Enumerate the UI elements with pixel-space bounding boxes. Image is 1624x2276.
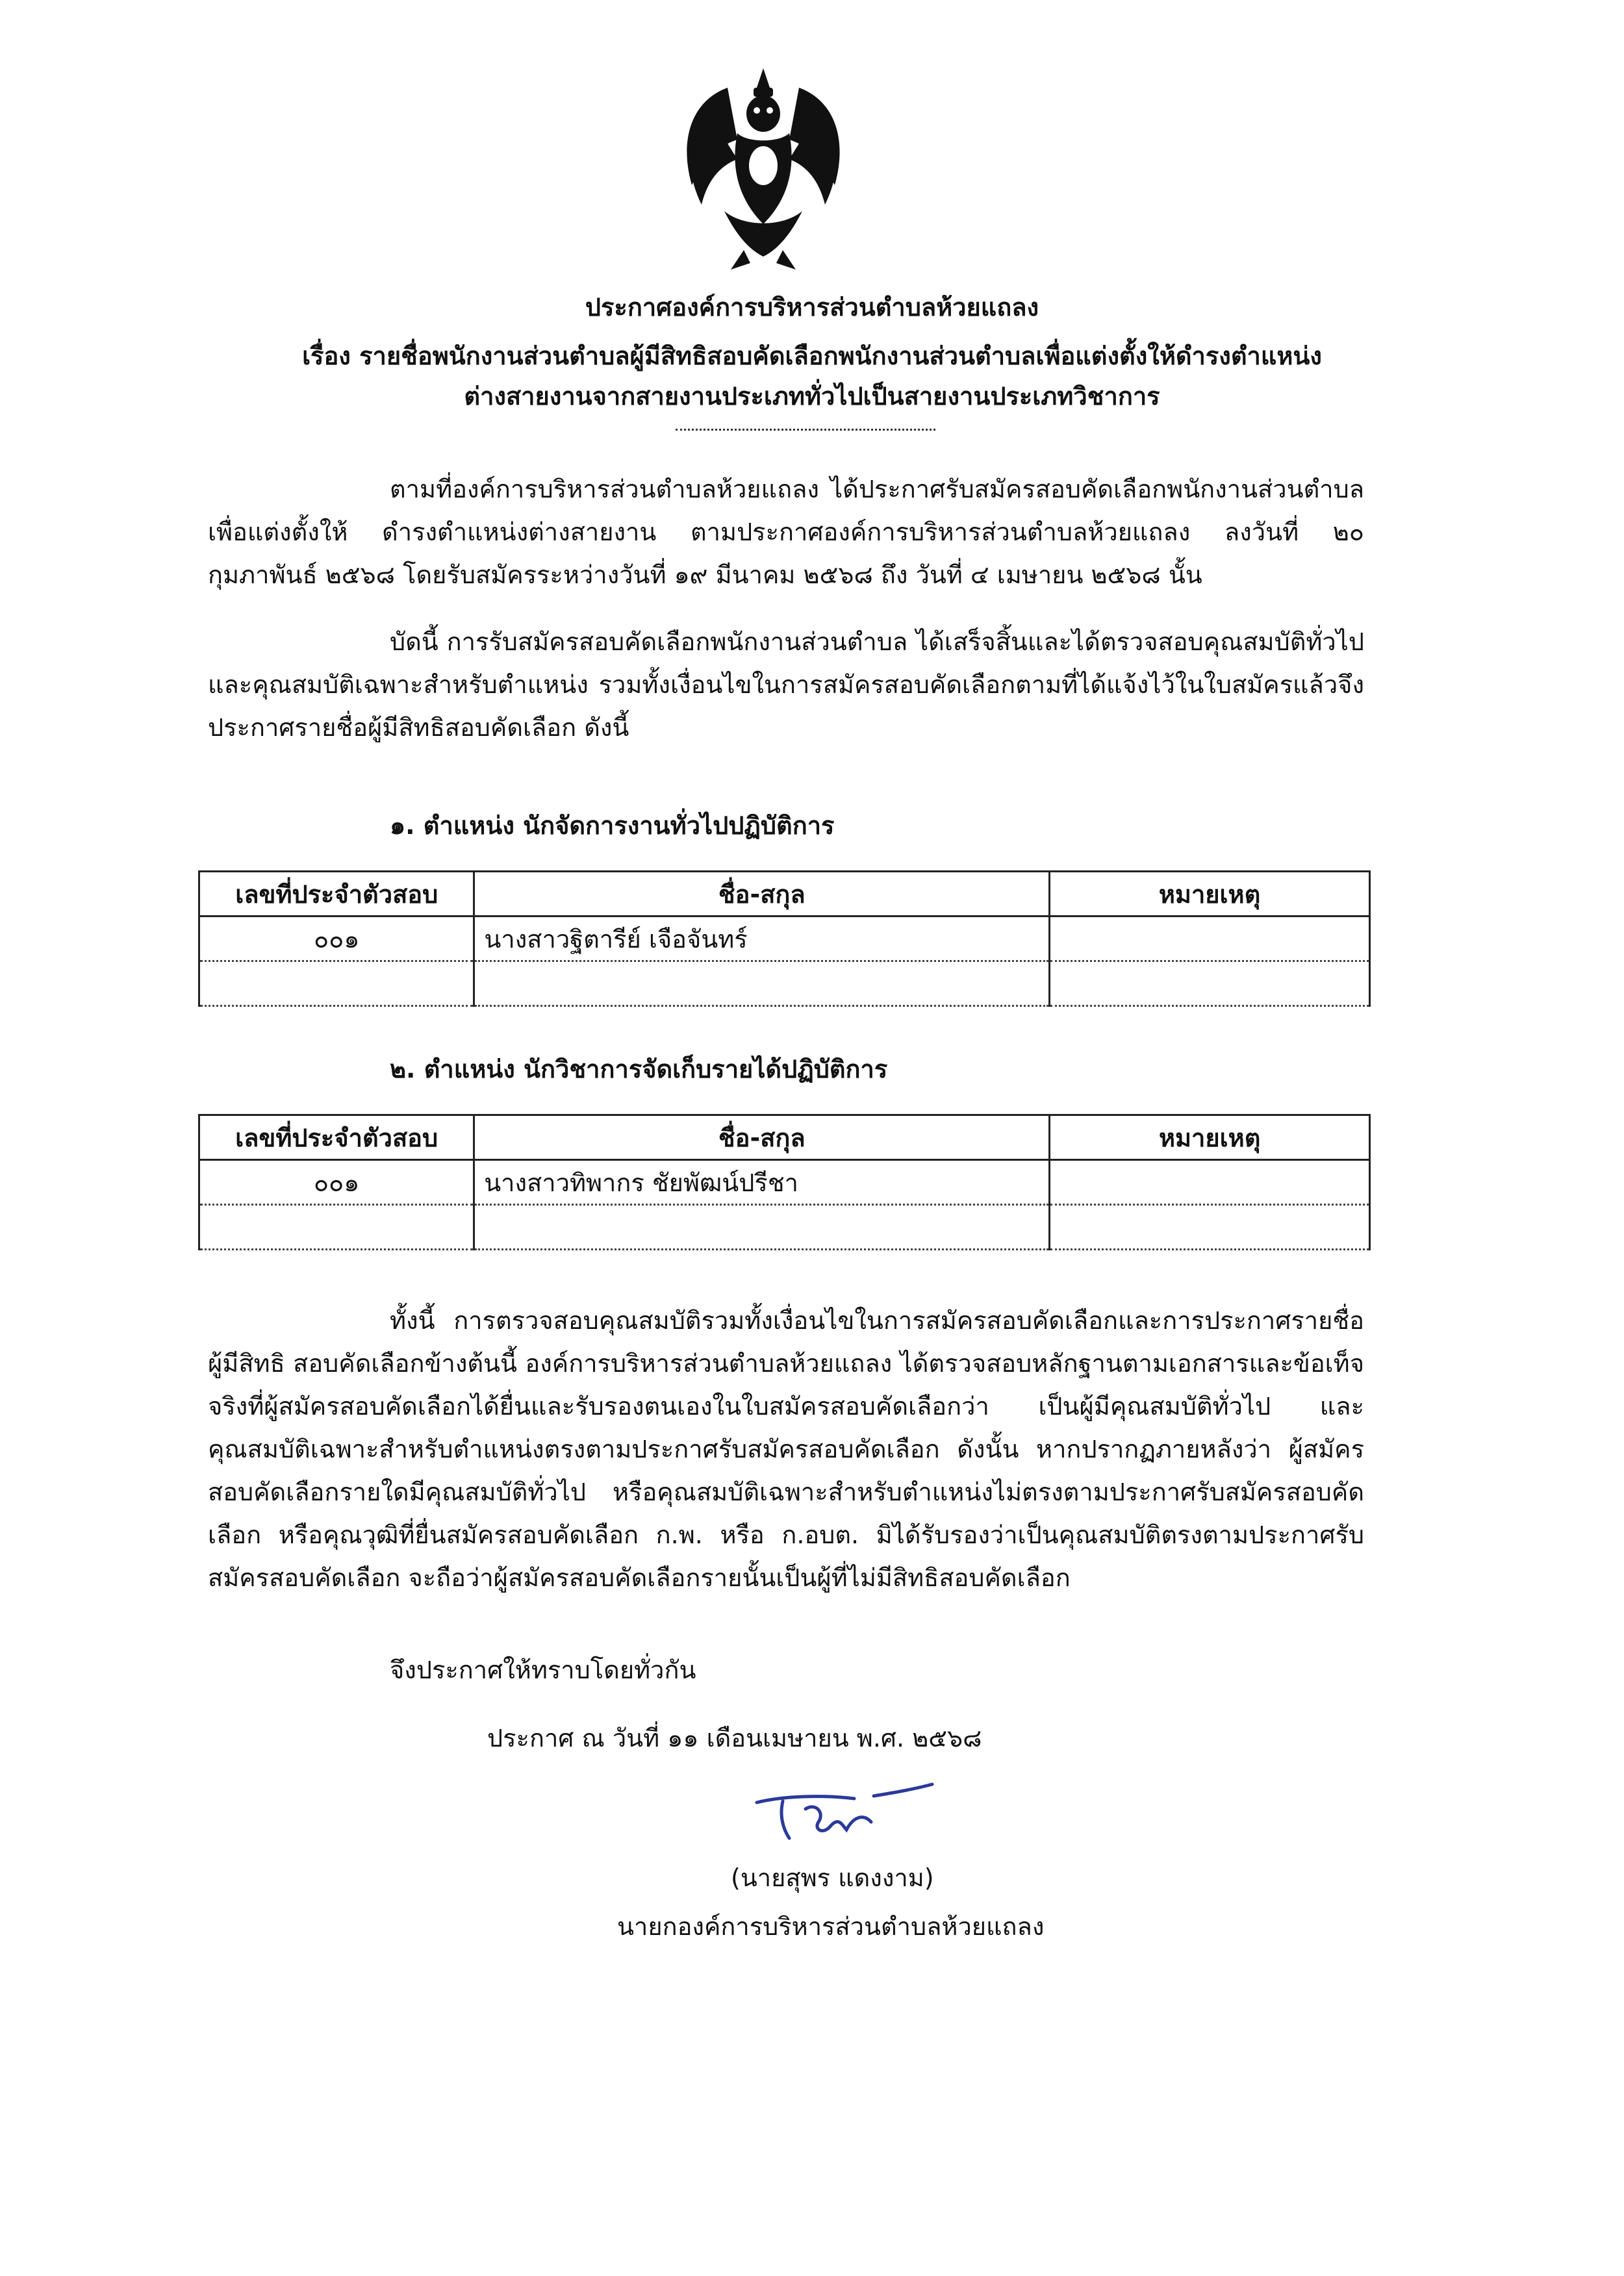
remark-cell (1050, 961, 1370, 1006)
garuda-emblem-icon (666, 62, 861, 276)
table-row (199, 1160, 1370, 1205)
col-name: ชื่อ-สกุล (474, 872, 1050, 917)
paragraph-result: บัดนี้ การรับสมัครสอบคัดเลือกพนักงานส่วนตำบล ได้เสร็จสิ้นและได้ตรวจสอบคุณสมบัติทั่วไปและคุณสมบัติเฉพาะสำหรับตำแหน่ง รวมทั้งเงื่อนไขในการสมัครสอบคัดเลือกตามที่ได้แจ้งไว้ในใบสมัครแล้วจึงประกาศรายชื่อผู้มีสิทธิสอบคัดเลือก ดังนี้ (208, 627, 1364, 742)
col-exam-id: เลขที่ประจำตัวสอบ (199, 1115, 474, 1160)
signer-position: นายกองค์การบริหารส่วนตำบลห้วยแถลง (617, 1912, 1045, 1941)
remark-cell (1050, 1205, 1370, 1250)
exam-id-cell: ๐๐๑ (199, 1160, 474, 1205)
name-cell: นางสาวฐิตารีย์ เจือจันทร์ (474, 917, 1050, 961)
paragraph-conditions: ทั้งนี้ การตรวจสอบคุณสมบัติรวมทั้งเงื่อนไขในการสมัครสอบคัดเลือกและการประกาศรายชื่อผู้มีสิทธิ สอบคัดเลือกข้างต้นนี้ องค์การบริหารส่วนตำบลห้วยแถลง ได้ตรวจสอบหลักฐานตามเอกสารและข้อเท็จจริงที่ผู้สมัครสอบคัดเลือกได้ยื่นและรับรองตนเองในใบสมัครสอบคัดเลือกว่า เป็นผู้มีคุณสมบัติทั่วไป และคุณสมบัติเฉพาะสำหรับตำแหน่งตรงตามประกาศรับสมัครสอบคัดเลือก ดังนั้น หากปรากฏภายหลังว่า ผู้สมัครสอบคัดเลือกรายใดมีคุณสมบัติทั่วไป หรือคุณสมบัติเฉพาะสำหรับตำแหน่งไม่ตรงตามประกาศรับสมัครสอบคัดเลือก หรือคุณวุฒิที่ยื่นสมัครสอบคัดเลือก ก.พ. หรือ ก.อบต. มิได้รับรองว่าเป็นคุณสมบัติตรงตามประกาศรับสมัครสอบคัดเลือก จะถือว่าผู้สมัครสอบคัดเลือกรายนั้นเป็นผู้ที่ไม่มีสิทธิสอบคัดเลือก (208, 1306, 1364, 1592)
section-2-table (198, 1114, 1371, 1250)
exam-id-cell (199, 961, 474, 1006)
exam-id-cell (199, 1205, 474, 1250)
table-row (199, 961, 1370, 1006)
section-1-table (198, 870, 1371, 1007)
paragraph-intro: ตามที่องค์การบริหารส่วนตำบลห้วยแถลง ได้ประกาศรับสมัครสอบคัดเลือกพนักงานส่วนตำบลเพื่อแต่งตั้งให้ ดำรงตำแหน่งต่างสายงาน ตามประกาศองค์การบริหารส่วนตำบลห้วยแถลง ลงวันที่ ๒๐ กุมภาพันธ์ ๒๕๖๘ โดยรับสมัครระหว่างวันที่ ๑๙ มีนาคม ๒๕๖๘ ถึง วันที่ ๔ เมษายน ๒๕๖๘ นั้น (208, 475, 1364, 589)
announcement-title: ประกาศองค์การบริหารส่วนตำบลห้วยแถลง (585, 293, 1039, 322)
remark-cell (1050, 1160, 1370, 1205)
subject-line-cont: ต่างสายงานจากสายงานประเภททั่วไปเป็นสายงานประเภทวิชาการ (464, 382, 1160, 411)
dotted-separator (676, 429, 935, 431)
table-header-row (199, 872, 1370, 917)
section-2-title: ๒. ตำแหน่ง นักวิชาการจัดเก็บรายได้ปฏิบัติการ (390, 1055, 888, 1083)
table-header-row (199, 1115, 1370, 1160)
table-row (199, 1205, 1370, 1250)
name-cell (474, 1205, 1050, 1250)
col-name: ชื่อ-สกุล (474, 1115, 1050, 1160)
closing-statement: จึงประกาศให้ทราบโดยทั่วกัน (390, 1656, 696, 1684)
section-1-title: ๑. ตำแหน่ง นักจัดการงานทั่วไปปฏิบัติการ (390, 811, 835, 840)
signer-name: (นายสุพร แดงงาม) (731, 1864, 934, 1892)
name-cell (474, 961, 1050, 1006)
col-remark: หมายเหตุ (1050, 872, 1370, 917)
name-cell: นางสาวทิพากร ชัยพัฒน์ปรีชา (474, 1160, 1050, 1205)
signature-image (744, 1777, 939, 1848)
remark-cell (1050, 917, 1370, 961)
announcement-date: ประกาศ ณ วันที่ ๑๑ เดือนเมษายน พ.ศ. ๒๕๖๘ (487, 1724, 982, 1752)
exam-id-cell: ๐๐๑ (199, 917, 474, 961)
table-row (199, 917, 1370, 961)
col-exam-id: เลขที่ประจำตัวสอบ (199, 872, 474, 917)
subject-line: เรื่อง รายชื่อพนักงานส่วนตำบลผู้มีสิทธิสอบคัดเลือกพนักงานส่วนตำบลเพื่อแต่งตั้งให้ดำรงตำแหน่ง (302, 342, 1322, 370)
col-remark: หมายเหตุ (1050, 1115, 1370, 1160)
